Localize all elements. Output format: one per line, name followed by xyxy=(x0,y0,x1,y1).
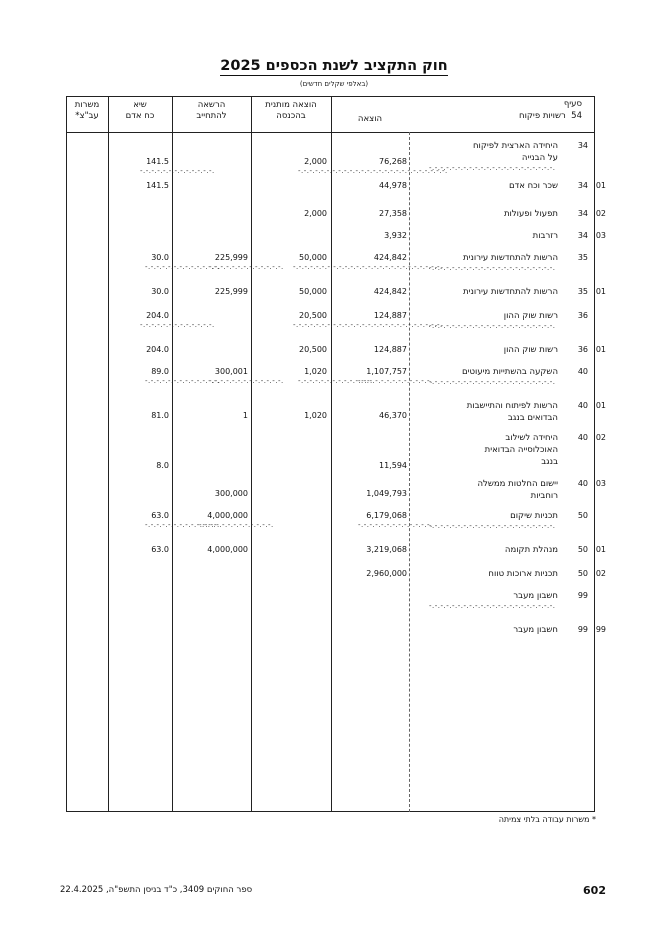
row-expense: 2,960,000 xyxy=(366,569,407,578)
leader-dots: -.-.-.-.-.-.-.-.-.-.-.-.-. xyxy=(298,377,373,385)
row-manpower: 141.5 xyxy=(146,181,169,190)
row-section-code: 50 xyxy=(577,569,588,578)
row-expense: 1,107,757 xyxy=(366,367,407,376)
row-name: יישום החלטות ממשלה רוחביות xyxy=(477,479,558,501)
row-expense: 1,049,793 xyxy=(366,489,407,498)
row-section-code: 34 xyxy=(577,209,588,218)
row-manpower: 204.0 xyxy=(146,345,169,354)
header-conditional-expense: הוצאה מותנית בהכנסה xyxy=(265,100,317,121)
row-section-code: 40 xyxy=(577,479,588,488)
leader-dots: -.-.-.-.-.-.-.-.-.-.-.-.-.-.-.-.-.-.-.-.-.-. xyxy=(429,322,556,330)
leader-dots: -.-.-.-.-.-.-.-.-.-.-.-.-. xyxy=(358,521,433,529)
row-section-code: 40 xyxy=(577,367,588,376)
leader-dots: -.-.-.-.-.-.-.-.-.-.-.-.-. xyxy=(373,167,448,175)
row-conditional-expense: 1,020 xyxy=(304,367,327,376)
row-section-code: 36 xyxy=(577,345,588,354)
footnote: * משרות עבודה בלתי צמיתה xyxy=(498,815,596,824)
row-manpower: 8.0 xyxy=(156,461,169,470)
leader-dots: -.-.-.-.-.-.-.-.-.-.-.-.-. xyxy=(140,167,215,175)
row-expense: 44,978 xyxy=(379,181,407,190)
row-manpower: 89.0 xyxy=(151,367,169,376)
row-manpower: 63.0 xyxy=(151,545,169,554)
page-subtitle: (באלפי שקלים חדשים) xyxy=(299,80,369,88)
header-manpower: שיא כח אדם xyxy=(125,100,155,121)
row-section-code: 36 xyxy=(577,311,588,320)
leader-dots: -.-.-.-.-.-.-.-.-.-.-.-.-. xyxy=(145,263,220,271)
row-section-code: 35 xyxy=(577,287,588,296)
leader-dots: -.-.-.-.-.-.-.-.-.-.-.-.-. xyxy=(298,167,373,175)
row-subsection-code: 02 xyxy=(595,569,606,578)
publication-info: ספר החוקים 3409, כ"ד בניסן התשפ"ה, 22.4.2025 xyxy=(60,885,253,895)
row-expense: 76,268 xyxy=(379,157,407,166)
leader-dots: -.-.-.-.-.-.-.-.-.-.-.-.-.-.-.-.-.-.-.-.-.-. xyxy=(429,164,556,172)
row-section-code: 99 xyxy=(577,591,588,600)
row-section-code: 50 xyxy=(577,511,588,520)
row-commitment: 225,999 xyxy=(214,287,248,296)
page-title xyxy=(0,58,668,74)
row-manpower: 141.5 xyxy=(146,157,169,166)
header-commitment: הרשאה להתחייב xyxy=(196,100,227,121)
row-commitment: 4,000,000 xyxy=(207,511,248,520)
row-subsection-code: 01 xyxy=(595,181,606,190)
row-name: היחידה לשילוב האוכלוסייה הבדואית בנגב xyxy=(484,433,558,467)
header-section-name: רשויות פיקוח xyxy=(519,111,566,121)
row-subsection-code: 03 xyxy=(595,479,606,488)
row-expense: 3,219,068 xyxy=(366,545,407,554)
row-conditional-expense: 50,000 xyxy=(299,287,327,296)
column-divider xyxy=(108,96,109,812)
row-subsection-code: 01 xyxy=(595,401,606,410)
row-name: הרשות להתחדשות עירונית xyxy=(463,253,558,263)
column-divider xyxy=(331,96,332,812)
row-section-code: 34 xyxy=(577,231,588,240)
leader-dots: -.-.-.-.-.-.-.-.-.-.-.-.-. xyxy=(293,321,368,329)
row-commitment: 1 xyxy=(242,411,248,420)
row-name: חשבון מעבר xyxy=(513,591,558,601)
row-expense: 124,887 xyxy=(373,311,407,320)
row-conditional-expense: 2,000 xyxy=(304,209,327,218)
row-name: רשות שוק ההון xyxy=(503,311,558,321)
leader-dots: -.-.-.-.-.-.-.-.-.-.-.-.-. xyxy=(199,521,274,529)
row-section-code: 34 xyxy=(577,181,588,190)
row-expense: 11,594 xyxy=(379,461,407,470)
leader-dots: -.-.-.-.-.-.-.-.-.-.-.-.-. xyxy=(368,321,443,329)
row-name: תכניות שיקום xyxy=(510,511,558,521)
header-section-label: סעיף xyxy=(563,99,582,109)
leader-dots: -.-.-.-.-.-.-.-.-.-.-.-.-. xyxy=(145,377,220,385)
row-expense: 27,358 xyxy=(379,209,407,218)
leader-dots: -.-.-.-.-.-.-.-.-.-.-.-.-. xyxy=(209,263,284,271)
row-manpower: 30.0 xyxy=(151,253,169,262)
row-section-code: 35 xyxy=(577,253,588,262)
header-positions: משרות עב"צ* xyxy=(74,100,100,121)
row-commitment: 4,000,000 xyxy=(207,545,248,554)
row-name: היחידה הארצית לפיקוח על הבנייה xyxy=(472,141,558,163)
row-manpower: 204.0 xyxy=(146,311,169,320)
row-name: תפעול ופעולות xyxy=(503,209,558,219)
row-section-code: 99 xyxy=(577,625,588,634)
row-subsection-code: 01 xyxy=(595,345,606,354)
row-section-code: 40 xyxy=(577,401,588,410)
leader-dots: -.-.-.-.-.-.-.-.-.-.-.-.-. xyxy=(145,521,220,529)
row-conditional-expense: 50,000 xyxy=(299,253,327,262)
row-subsection-code: 01 xyxy=(595,287,606,296)
row-expense: 424,842 xyxy=(373,253,407,262)
row-conditional-expense: 1,020 xyxy=(304,411,327,420)
column-divider xyxy=(172,96,173,812)
row-conditional-expense: 20,500 xyxy=(299,311,327,320)
row-subsection-code: 02 xyxy=(595,433,606,442)
row-name: השקעה בהשתייות מיעוטים xyxy=(461,367,558,377)
page-number: 602 xyxy=(583,884,606,897)
leader-dots: -.-.-.-.-.-.-.-.-.-.-.-.-. xyxy=(368,263,443,271)
header-expense: הוצאה xyxy=(357,114,383,124)
leader-dots: -.-.-.-.-.-.-.-.-.-.-.-.-.-.-.-.-.-.-.-.-.-. xyxy=(429,522,556,530)
row-expense: 3,932 xyxy=(384,231,407,240)
leader-dots: -.-.-.-.-.-.-.-.-.-.-.-.-.-.-.-.-.-.-.-.-.-. xyxy=(429,378,556,386)
leader-dots: -.-.-.-.-.-.-.-.-.-.-.-.-.-.-.-.-.-.-.-.-.-. xyxy=(429,602,556,610)
leader-dots: -.-.-.-.-.-.-.-.-.-.-.-.-. xyxy=(209,377,284,385)
row-subsection-code: 01 xyxy=(595,545,606,554)
row-section-code: 50 xyxy=(577,545,588,554)
header-section-code: 54 xyxy=(571,111,582,121)
row-manpower: 30.0 xyxy=(151,287,169,296)
header-section-row xyxy=(519,110,582,122)
column-divider xyxy=(251,96,252,812)
row-name: שכר וכח אדם xyxy=(508,181,558,191)
row-section-code: 40 xyxy=(577,433,588,442)
leader-dots: -.-.-.-.-.-.-.-.-.-.-.-.-. xyxy=(358,377,433,385)
row-name: הרשות לפיתוח והתיישבות הבדואים בנגב xyxy=(466,401,558,423)
row-name: הרשות להתחדשות עירונית xyxy=(463,287,558,297)
row-conditional-expense: 2,000 xyxy=(304,157,327,166)
row-name: רשות שוק ההון xyxy=(503,345,558,355)
row-name: חשבון מעבר xyxy=(513,625,558,635)
row-commitment: 225,999 xyxy=(214,253,248,262)
row-name: תכניות ארוכות טווח xyxy=(488,569,558,579)
leader-dots: -.-.-.-.-.-.-.-.-.-.-.-.-. xyxy=(293,263,368,271)
row-subsection-code: 99 xyxy=(595,625,606,634)
row-manpower: 81.0 xyxy=(151,411,169,420)
header-section xyxy=(519,98,582,122)
row-expense: 424,842 xyxy=(373,287,407,296)
row-manpower: 63.0 xyxy=(151,511,169,520)
leader-dots: -.-.-.-.-.-.-.-.-.-.-.-.-. xyxy=(140,321,215,329)
row-commitment: 300,000 xyxy=(214,489,248,498)
row-subsection-code: 02 xyxy=(595,209,606,218)
row-name: מנהלת תקומה xyxy=(504,545,558,555)
row-name: רזרבות xyxy=(532,231,558,241)
leader-dots: -.-.-.-.-.-.-.-.-.-.-.-.-.-.-.-.-.-.-.-.-.-. xyxy=(429,264,556,272)
page-title-text: חוק התקציב לשנת הכספים 2025 xyxy=(220,58,448,74)
row-section-code: 34 xyxy=(577,141,588,150)
row-expense: 46,370 xyxy=(379,411,407,420)
row-expense: 124,887 xyxy=(373,345,407,354)
row-subsection-code: 03 xyxy=(595,231,606,240)
row-conditional-expense: 20,500 xyxy=(299,345,327,354)
row-expense: 6,179,068 xyxy=(366,511,407,520)
row-commitment: 300,001 xyxy=(214,367,248,376)
